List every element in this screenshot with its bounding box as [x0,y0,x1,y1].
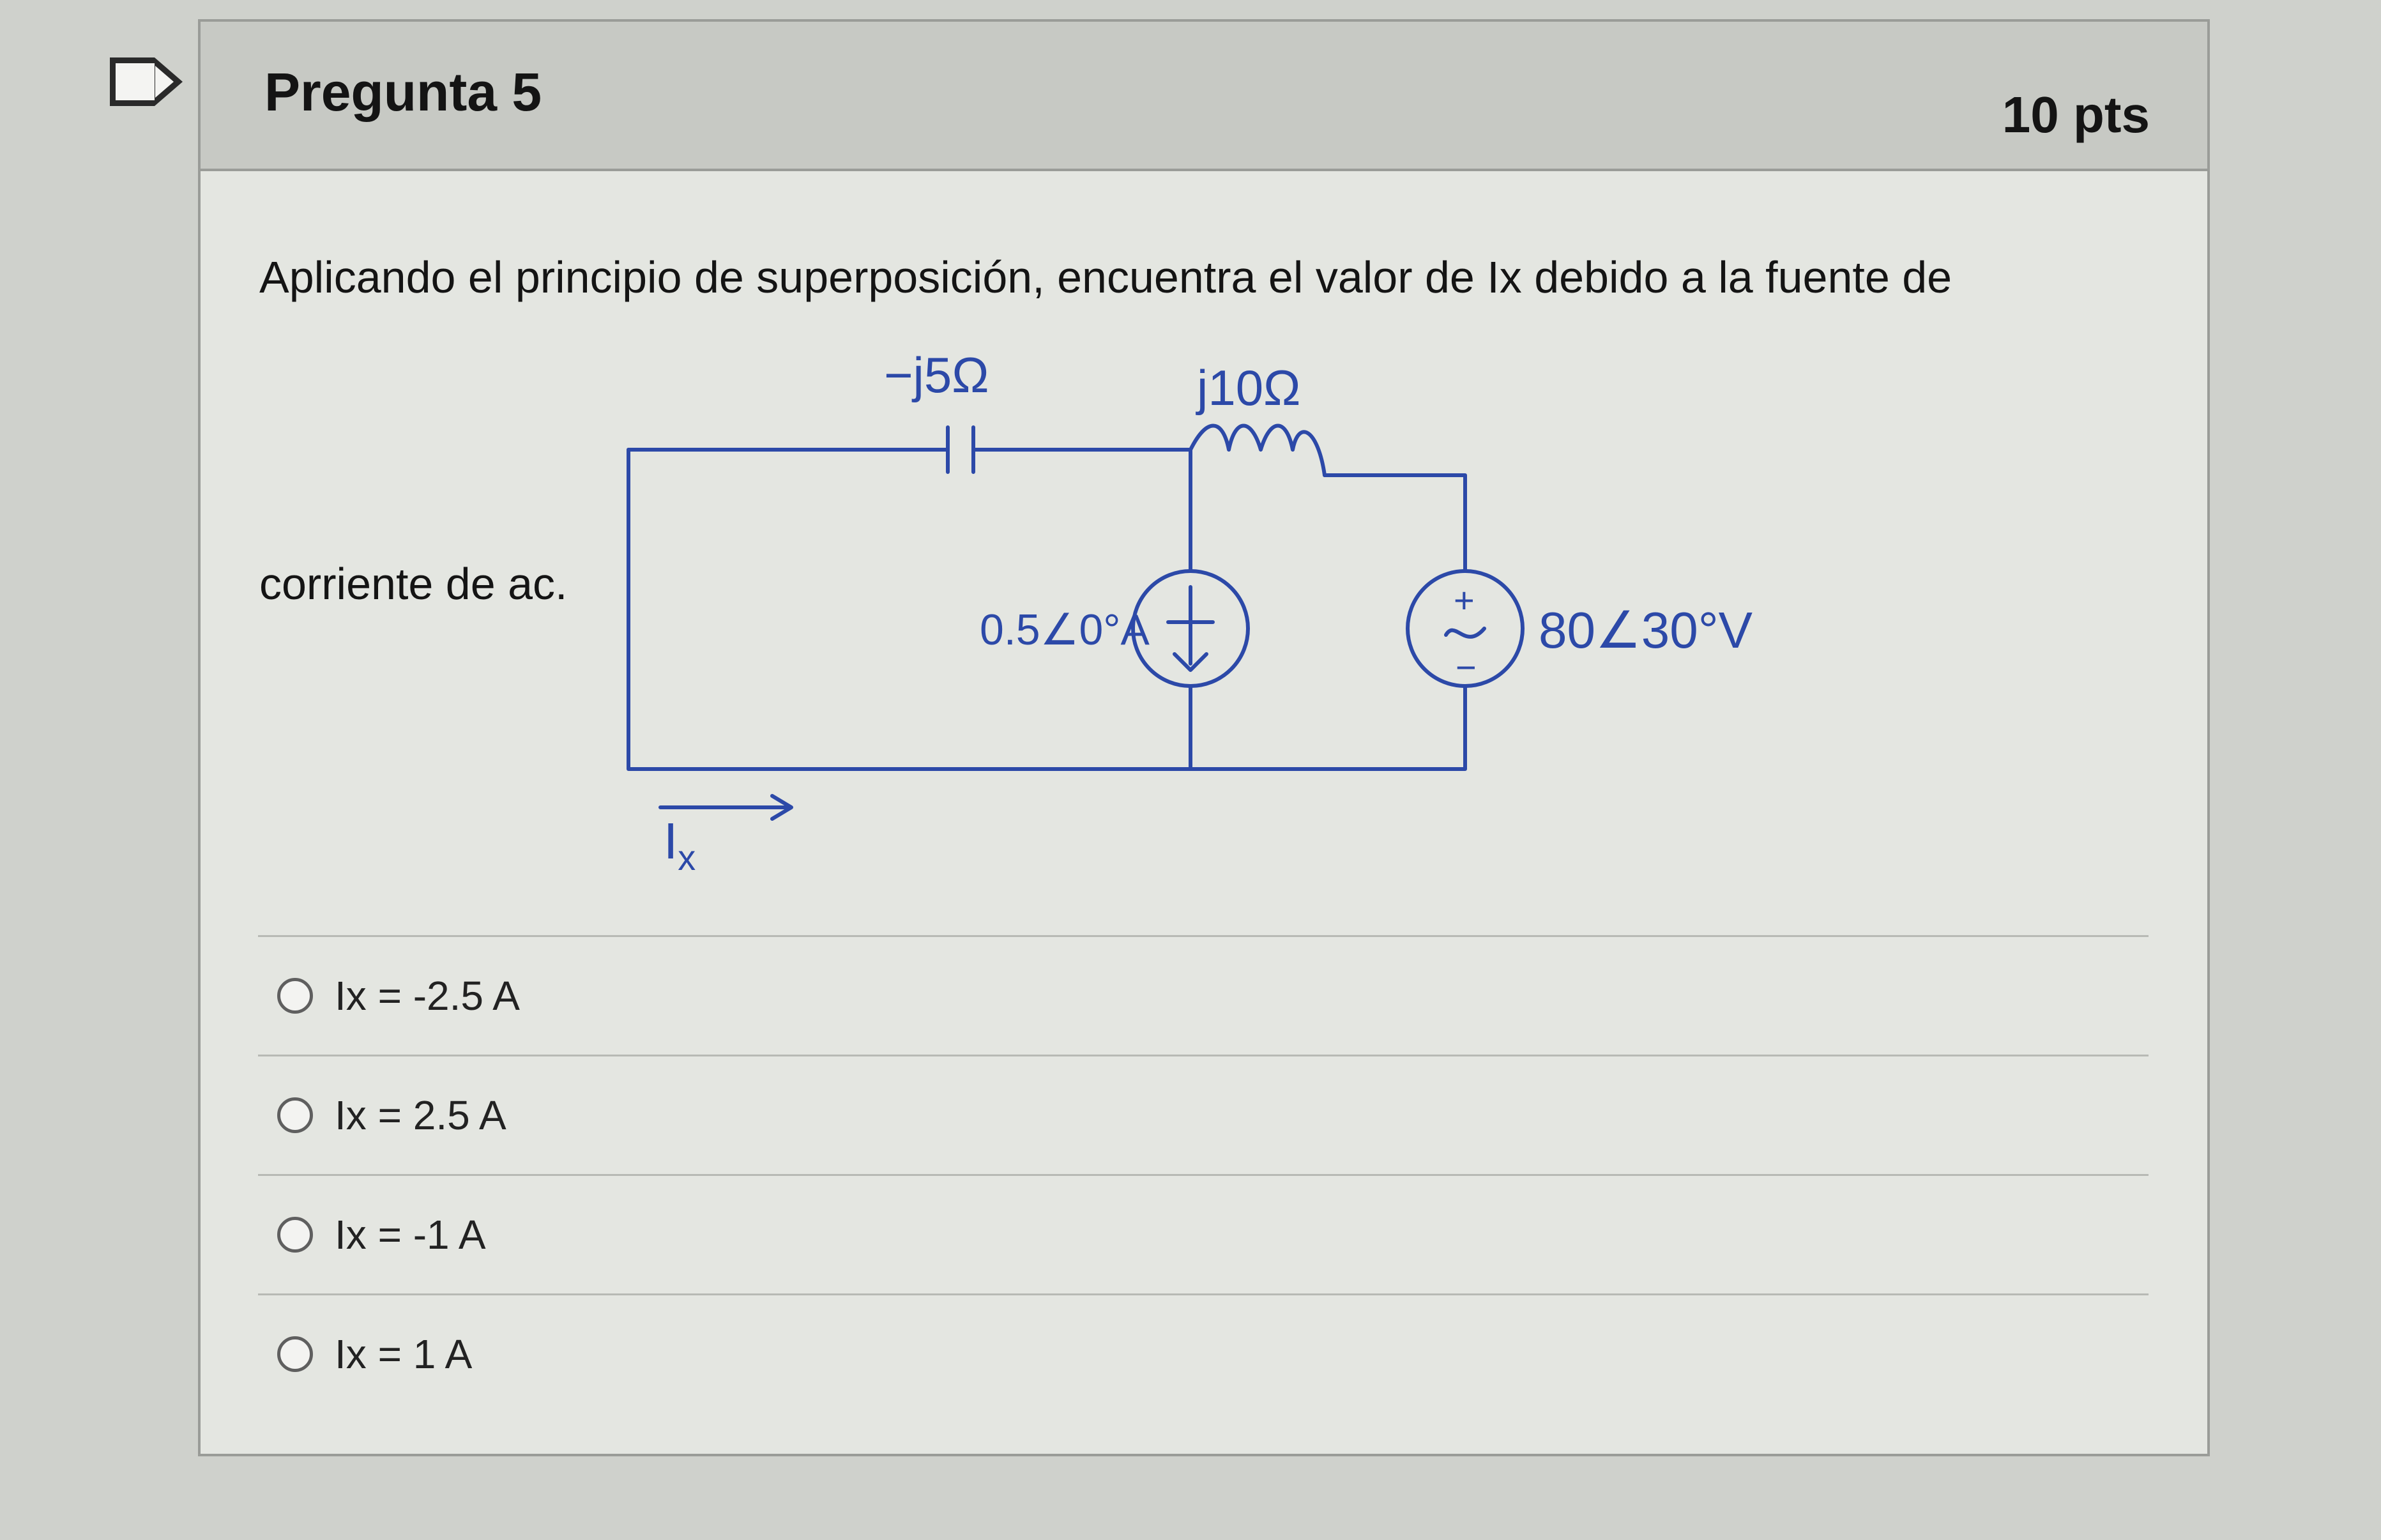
capacitor-label: −j5Ω [884,347,989,403]
ix-arrow-icon [660,796,791,819]
answer-label-3: Ix = -1 A [335,1212,486,1258]
ix-subscript: x [678,837,696,878]
capacitor-icon [948,427,973,472]
answer-label-2: Ix = 2.5 A [335,1092,506,1138]
current-source-arrow [1168,587,1213,670]
inductor-icon [1190,426,1325,476]
answer-option-4[interactable] [258,1293,2149,1413]
voltage-minus-sign: − [1456,647,1477,687]
question-card [198,19,2210,1456]
ix-label: $I_x$ [664,812,696,878]
question-text-line1: Aplicando el principio de superposición, encuentra el valor de Ix debido a la fuente de [259,252,1952,302]
question-title: Pregunta 5 [264,62,542,122]
wire-top-right [1325,475,1465,571]
radio-button-icon[interactable] [277,978,313,1014]
answer-option-1[interactable] [258,935,2149,1055]
answer-option-2[interactable] [258,1055,2149,1174]
current-source-label: 0.5∠0°A [980,606,1150,654]
radio-button-icon[interactable] [277,1217,313,1253]
voltage-source-tilde [1446,629,1484,637]
bookmark-icon[interactable] [110,57,155,106]
radio-button-icon[interactable] [277,1336,313,1372]
radio-button-icon[interactable] [277,1097,313,1133]
question-header [201,22,2207,171]
voltage-plus-sign: + [1454,580,1475,620]
inductor-label: j10Ω [1197,360,1301,416]
answer-label-4: Ix = 1 A [335,1331,473,1377]
question-points: 10 pts [2002,86,2150,143]
circuit-diagram [584,322,1797,884]
question-text-line2: corriente de ac. [259,559,568,609]
answer-label-1: Ix = -2.5 A [335,973,520,1019]
answer-options [258,935,2149,1413]
voltage-source-label: 80∠30°V [1539,602,1753,659]
answer-option-3[interactable] [258,1174,2149,1293]
